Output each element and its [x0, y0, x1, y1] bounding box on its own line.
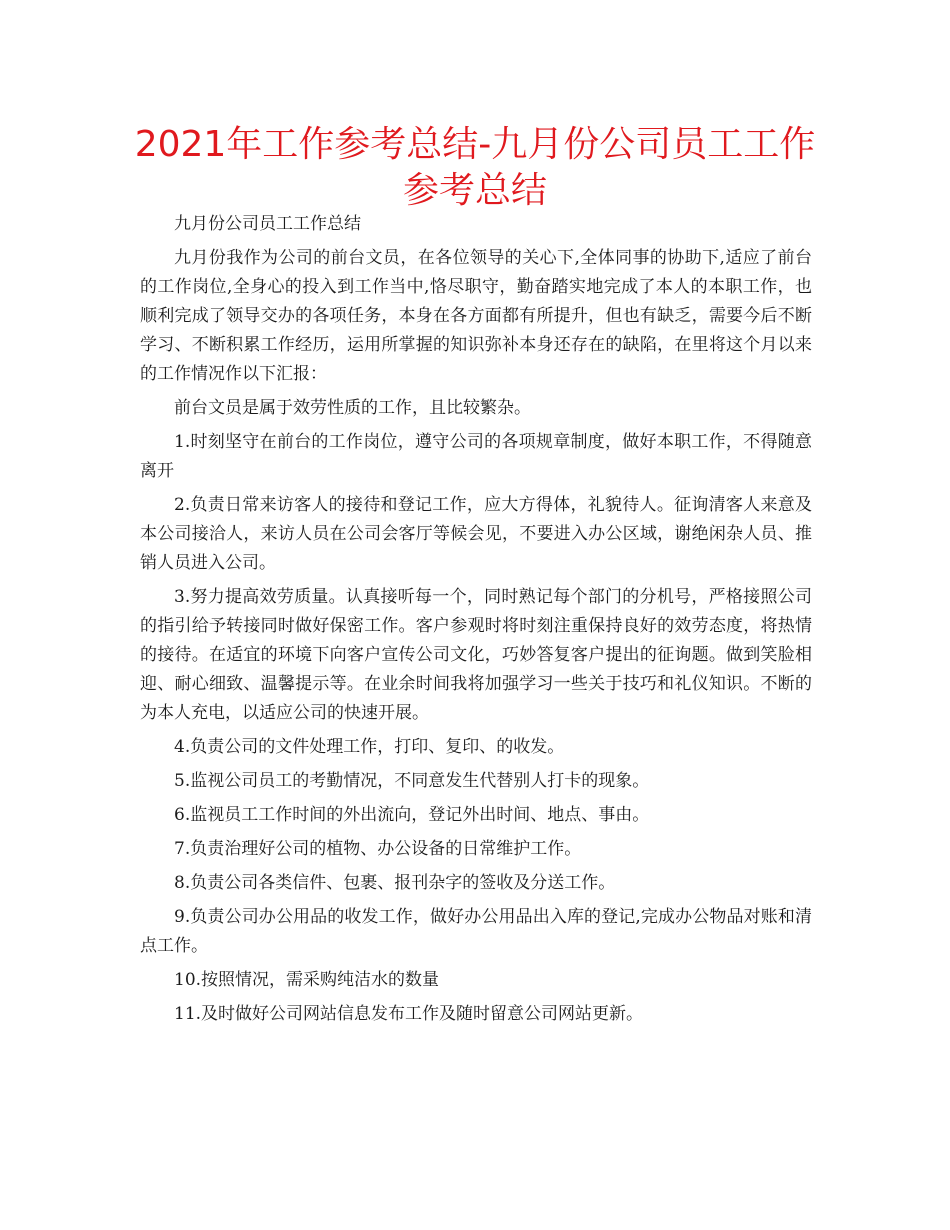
- document-body: [140, 210, 812, 1034]
- list-item: 9.负责公司办公用品的收发工作，做好办公用品出入库的登记,完成办公物品对账和清点工作。: [140, 907, 812, 956]
- list-item: 10.按照情况，需采购纯洁水的数量: [174, 970, 440, 990]
- document-title: 2021年工作参考总结-九月份公司员工工作参考总结: [134, 124, 816, 211]
- list-item: 1.时刻坚守在前台的工作岗位，遵守公司的各项规章制度，做好本职工作，不得随意离开: [140, 432, 812, 481]
- list-item: 6.监视员工工作时间的外出流向，登记外出时间、地点、事由。: [174, 805, 650, 825]
- list-item: 5.监视公司员工的考勤情况，不同意发生代替别人打卡的现象。: [174, 771, 650, 791]
- list-item: 4.负责公司的文件处理工作，打印、复印、的收发。: [174, 737, 565, 757]
- list-item: 2.负责日常来访客人的接待和登记工作，应大方得体，礼貌待人。征询清客人来意及本公司接洽人，来访人员在公司会客厅等候会见，不要进入办公区域，谢绝闲杂人员、推销人员进入公司。: [140, 495, 812, 573]
- list-item: 8.负责公司各类信件、包裹、报刊杂字的签收及分送工作。: [174, 873, 616, 893]
- list-item: 11.及时做好公司网站信息发布工作及随时留意公司网站更新。: [174, 1004, 644, 1024]
- paragraph: 前台文员是属于效劳性质的工作，且比较繁杂。: [174, 398, 531, 418]
- list-item: 7.负责治理好公司的植物、办公设备的日常维护工作。: [174, 839, 582, 859]
- paragraph-intro: 九月份我作为公司的前台文员，在各位领导的关心下,全体同事的协助下,适应了前台的工作岗位,全身心的投入到工作当中,恪尽职守，勤奋踏实地完成了本人的本职工作，也顺利完成了领导交办的各项任务，本身在各方面都有所提升，但也有缺乏，需要今后不断学习、不断积累工作经历，运用所掌握的知识弥补本身还存在的缺陷，在里将这个月以来的工作情况作以下汇报：: [140, 248, 812, 384]
- paragraph-subtitle: 九月份公司员工工作总结: [174, 214, 361, 234]
- list-item: 3.努力提高效劳质量。认真接听每一个，同时熟记每个部门的分机号，严格接照公司的指引给予转接同时做好保密工作。客户参观时将时刻注重保持良好的效劳态度，将热情的接待。在适宜的环境下向客户宣传公司文化，巧妙答复客户提出的征询题。做到笑脸相迎、耐心细致、温馨提示等。在业余时间我将加强学习一些关于技巧和礼仪知识。不断的为本人充电，以适应公司的快速开展。: [140, 587, 812, 723]
